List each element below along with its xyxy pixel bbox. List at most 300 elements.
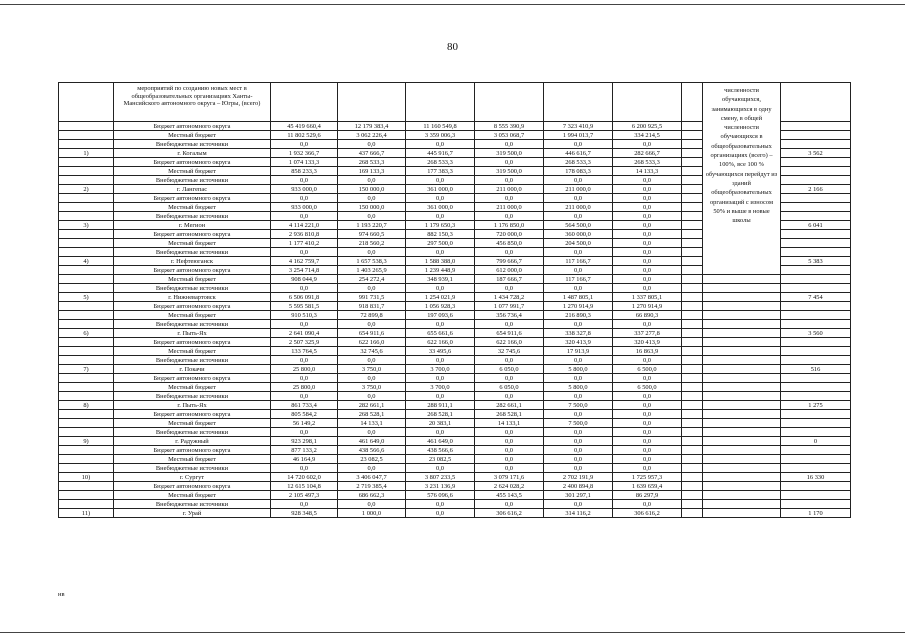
value-cell: 0,0 [406, 140, 475, 149]
value-cell: 16 863,9 [613, 347, 682, 356]
value-cell: 32 745,6 [475, 347, 544, 356]
note-spacer-cell [703, 374, 781, 383]
value-cell: 0,0 [271, 374, 338, 383]
table-row [59, 383, 851, 392]
row-label: г. Когалым [114, 149, 271, 158]
value-cell: 11 160 549,8 [406, 122, 475, 131]
row-label: Местный бюджет [114, 347, 271, 356]
value-cell: 918 831,7 [338, 302, 406, 311]
scan-top-edge [0, 4, 905, 5]
value-cell: 0,0 [613, 464, 682, 473]
value-cell: 0,0 [544, 356, 613, 365]
value-cell: 5 595 581,5 [271, 302, 338, 311]
value-cell: 0,0 [406, 212, 475, 221]
row-number-cell [59, 194, 114, 203]
value-cell: 720 000,0 [475, 230, 544, 239]
spacer-cell [682, 257, 703, 266]
row-number-cell: 9) [59, 437, 114, 446]
row-number-cell [59, 446, 114, 455]
value-cell: 0,0 [338, 500, 406, 509]
value-cell: 858 233,3 [271, 167, 338, 176]
row-label: г. Радужный [114, 437, 271, 446]
note-spacer-cell [703, 329, 781, 338]
table-row [59, 446, 851, 455]
value-cell: 0,0 [271, 176, 338, 185]
value-cell: 0,0 [544, 266, 613, 275]
row-number-cell: 10) [59, 473, 114, 482]
value-cell: 45 419 660,4 [271, 122, 338, 131]
row-label: Внебюджетные источники [114, 356, 271, 365]
row-label: Бюджет автономного округа [114, 230, 271, 239]
value-cell: 0,0 [544, 212, 613, 221]
row-number-cell [59, 320, 114, 329]
value-cell: 0,0 [475, 500, 544, 509]
note-spacer-cell [703, 293, 781, 302]
value-cell: 0,0 [406, 176, 475, 185]
value-cell: 1 000,0 [338, 509, 406, 518]
value-cell: 12 179 383,4 [338, 122, 406, 131]
table-row [59, 464, 851, 473]
value-cell: 1 077 991,7 [475, 302, 544, 311]
value-cell: 361 000,0 [406, 185, 475, 194]
value-cell: 178 083,3 [544, 167, 613, 176]
value-cell: 0,0 [613, 248, 682, 257]
value-cell: 66 890,3 [613, 311, 682, 320]
note-spacer-cell [703, 401, 781, 410]
row-label: г. Сургут [114, 473, 271, 482]
value-cell: 0,0 [613, 374, 682, 383]
spacer-cell [682, 293, 703, 302]
value-cell: 446 616,7 [544, 149, 613, 158]
row-number-cell [59, 392, 114, 401]
row-number-cell [59, 455, 114, 464]
value-cell: 3 750,0 [338, 383, 406, 392]
value-cell: 0,0 [544, 392, 613, 401]
row-label: Бюджет автономного округа [114, 122, 271, 131]
spacer-cell [682, 284, 703, 293]
spacer-cell [682, 230, 703, 239]
table-row [59, 437, 851, 446]
spacer-cell [682, 83, 703, 122]
table-row [59, 284, 851, 293]
value-cell: 218 560,2 [338, 239, 406, 248]
value-cell: 3 062 226,4 [338, 131, 406, 140]
row-number-cell: 8) [59, 401, 114, 410]
value-cell: 0,0 [613, 230, 682, 239]
value-cell: 0,0 [613, 401, 682, 410]
row-number-cell [59, 284, 114, 293]
spacer-cell [682, 500, 703, 509]
row-number-cell [59, 338, 114, 347]
value-cell: 348 939,1 [406, 275, 475, 284]
note-spacer-cell [703, 428, 781, 437]
value-cell: 0,0 [406, 320, 475, 329]
value-cell: 306 616,2 [613, 509, 682, 518]
value-cell: 319 500,0 [475, 167, 544, 176]
value-cell: 1 639 659,4 [613, 482, 682, 491]
note-spacer-cell [703, 302, 781, 311]
spacer-cell [682, 158, 703, 167]
value-cell: 0,0 [544, 437, 613, 446]
note-spacer-cell [703, 446, 781, 455]
value-cell: 0,0 [613, 176, 682, 185]
value-cell: 282 666,7 [613, 149, 682, 158]
spacer-cell [682, 320, 703, 329]
row-label: г. Покачи [114, 365, 271, 374]
value-cell: 654 911,6 [475, 329, 544, 338]
value-cell: 150 000,0 [338, 203, 406, 212]
value-cell: 861 733,4 [271, 401, 338, 410]
footer-mark: нв [58, 591, 65, 598]
row-number-cell [59, 122, 114, 131]
value-cell: 0,0 [613, 212, 682, 221]
value-cell: 2 400 894,8 [544, 482, 613, 491]
note-spacer-cell [703, 338, 781, 347]
value-cell: 0,0 [475, 446, 544, 455]
row-label: Внебюджетные источники [114, 464, 271, 473]
target-cell [781, 338, 851, 347]
value-cell: 211 000,0 [544, 203, 613, 212]
value-cell: 3 700,0 [406, 365, 475, 374]
value-cell: 0,0 [406, 392, 475, 401]
value-cell: 0,0 [271, 392, 338, 401]
spacer-cell [682, 437, 703, 446]
spacer-cell [682, 185, 703, 194]
spacer-cell [682, 365, 703, 374]
row-number-cell [59, 230, 114, 239]
spacer-cell [682, 410, 703, 419]
target-cell [781, 122, 851, 131]
value-cell: 0,0 [613, 140, 682, 149]
value-cell: 0,0 [613, 437, 682, 446]
table-row [59, 500, 851, 509]
row-number-cell [59, 167, 114, 176]
target-cell: 5 383 [781, 257, 851, 266]
value-cell: 4 162 759,7 [271, 257, 338, 266]
value-cell: 1 588 388,0 [406, 257, 475, 266]
row-label: Внебюджетные источники [114, 248, 271, 257]
value-cell: 46 164,9 [271, 455, 338, 464]
value-cell: 0,0 [406, 248, 475, 257]
target-cell [781, 167, 851, 176]
value-cell: 437 666,7 [338, 149, 406, 158]
note-spacer-cell [703, 500, 781, 509]
row-label: Внебюджетные источники [114, 284, 271, 293]
spacer-cell [682, 509, 703, 518]
row-label: Бюджет автономного округа [114, 374, 271, 383]
row-number-cell [59, 347, 114, 356]
value-cell: 0,0 [475, 158, 544, 167]
value-cell: 1 270 914,9 [613, 302, 682, 311]
value-cell: 933 000,0 [271, 203, 338, 212]
value-cell: 622 166,0 [475, 338, 544, 347]
target-cell [781, 275, 851, 284]
spacer-cell [682, 131, 703, 140]
row-number-cell: 4) [59, 257, 114, 266]
target-cell: 3 560 [781, 329, 851, 338]
target-cell [781, 239, 851, 248]
target-cell [781, 320, 851, 329]
value-cell: 0,0 [475, 194, 544, 203]
value-cell: 0,0 [338, 140, 406, 149]
value-cell: 288 911,1 [406, 401, 475, 410]
target-cell [781, 158, 851, 167]
value-cell: 0,0 [544, 446, 613, 455]
program-description: мероприятий по созданию новых мест в общеобразовательных организациях Ханты-Мансийского автономного округа – Югры, (всего) [114, 83, 271, 122]
value-cell: 0,0 [475, 437, 544, 446]
target-cell [781, 302, 851, 311]
value-cell: 23 082,5 [406, 455, 475, 464]
value-cell: 455 143,5 [475, 491, 544, 500]
value-cell: 268 528,1 [338, 410, 406, 419]
row-number-cell [59, 275, 114, 284]
value-cell: 1 403 265,9 [338, 266, 406, 275]
value-cell: 2 624 028,2 [475, 482, 544, 491]
spacer-cell [682, 212, 703, 221]
value-cell: 117 166,7 [544, 275, 613, 284]
row-label: Внебюджетные источники [114, 320, 271, 329]
target-cell [781, 347, 851, 356]
row-number-cell [59, 383, 114, 392]
spacer-cell [682, 311, 703, 320]
value-cell: 0,0 [613, 500, 682, 509]
value-cell: 0,0 [338, 392, 406, 401]
value-cell: 0,0 [613, 185, 682, 194]
value-cell: 197 093,6 [406, 311, 475, 320]
note-spacer-cell [703, 275, 781, 284]
spacer-cell [682, 203, 703, 212]
target-cell [781, 212, 851, 221]
value-cell: 0,0 [613, 455, 682, 464]
row-label: г. Урай [114, 509, 271, 518]
value-cell [613, 83, 682, 122]
value-cell: 0,0 [544, 140, 613, 149]
value-cell: 211 000,0 [475, 185, 544, 194]
value-cell: 0,0 [271, 428, 338, 437]
value-cell: 0,0 [613, 410, 682, 419]
value-cell: 1 179 650,3 [406, 221, 475, 230]
value-cell: 0,0 [475, 374, 544, 383]
row-label: Бюджет автономного округа [114, 338, 271, 347]
row-label: Местный бюджет [114, 419, 271, 428]
value-cell: 0,0 [613, 284, 682, 293]
row-label: Местный бюджет [114, 167, 271, 176]
value-cell: 0,0 [613, 320, 682, 329]
value-cell: 0,0 [613, 392, 682, 401]
value-cell: 1 254 021,9 [406, 293, 475, 302]
budget-table [58, 82, 851, 518]
target-cell [781, 248, 851, 257]
value-cell: 612 000,0 [475, 266, 544, 275]
row-label: Бюджет автономного округа [114, 482, 271, 491]
target-cell: 3 562 [781, 149, 851, 158]
row-number-cell [59, 83, 114, 122]
value-cell: 0,0 [475, 248, 544, 257]
note-spacer-cell [703, 491, 781, 500]
target-cell [781, 284, 851, 293]
spacer-cell [682, 374, 703, 383]
spacer-cell [682, 176, 703, 185]
value-cell: 991 731,5 [338, 293, 406, 302]
value-cell: 877 133,2 [271, 446, 338, 455]
row-number-cell: 2) [59, 185, 114, 194]
value-cell: 6 500,0 [613, 383, 682, 392]
note-spacer-cell [703, 347, 781, 356]
value-cell: 0,0 [475, 455, 544, 464]
target-cell: 6 041 [781, 221, 851, 230]
spacer-cell [682, 122, 703, 131]
value-cell: 0,0 [544, 464, 613, 473]
value-cell: 0,0 [544, 320, 613, 329]
value-cell: 0,0 [271, 320, 338, 329]
value-cell: 268 533,3 [613, 158, 682, 167]
value-cell: 3 406 047,7 [338, 473, 406, 482]
value-cell: 576 096,6 [406, 491, 475, 500]
value-cell: 461 649,0 [338, 437, 406, 446]
spacer-cell [682, 194, 703, 203]
value-cell: 0,0 [475, 212, 544, 221]
spacer-cell [682, 149, 703, 158]
value-cell: 7 500,0 [544, 419, 613, 428]
value-cell: 8 555 390,9 [475, 122, 544, 131]
target-cell: 516 [781, 365, 851, 374]
table-row [59, 482, 851, 491]
value-cell: 0,0 [475, 356, 544, 365]
value-cell: 0,0 [338, 176, 406, 185]
spacer-cell [682, 401, 703, 410]
spacer-cell [682, 464, 703, 473]
spacer-cell [682, 347, 703, 356]
value-cell: 3 359 006,3 [406, 131, 475, 140]
target-cell [781, 203, 851, 212]
table-row [59, 455, 851, 464]
row-number-cell [59, 428, 114, 437]
value-cell: 1 177 410,2 [271, 239, 338, 248]
target-cell [781, 131, 851, 140]
value-cell: 456 850,0 [475, 239, 544, 248]
note-spacer-cell [703, 320, 781, 329]
note-spacer-cell [703, 311, 781, 320]
row-number-cell: 11) [59, 509, 114, 518]
value-cell: 0,0 [613, 194, 682, 203]
value-cell: 0,0 [544, 374, 613, 383]
value-cell: 3 750,0 [338, 365, 406, 374]
value-cell: 655 661,6 [406, 329, 475, 338]
value-cell: 1 932 366,7 [271, 149, 338, 158]
row-label: Местный бюджет [114, 311, 271, 320]
value-cell: 0,0 [613, 239, 682, 248]
value-cell: 910 510,3 [271, 311, 338, 320]
value-cell: 0,0 [475, 320, 544, 329]
value-cell: 3 231 136,9 [406, 482, 475, 491]
value-cell: 14 720 602,0 [271, 473, 338, 482]
value-cell: 2 719 385,4 [338, 482, 406, 491]
row-number-cell [59, 464, 114, 473]
value-cell: 1 270 914,9 [544, 302, 613, 311]
spacer-cell [682, 302, 703, 311]
row-label: г. Пыть-Ях [114, 329, 271, 338]
value-cell: 12 615 104,8 [271, 482, 338, 491]
value-cell: 0,0 [544, 284, 613, 293]
value-cell: 3 079 171,6 [475, 473, 544, 482]
value-cell: 0,0 [338, 248, 406, 257]
value-cell: 0,0 [475, 428, 544, 437]
value-cell: 0,0 [271, 140, 338, 149]
value-cell: 306 616,2 [475, 509, 544, 518]
value-cell: 0,0 [475, 392, 544, 401]
value-cell: 117 166,7 [544, 257, 613, 266]
table-row [59, 356, 851, 365]
row-label: Внебюджетные источники [114, 428, 271, 437]
value-cell: 268 528,1 [475, 410, 544, 419]
value-cell: 72 899,8 [338, 311, 406, 320]
row-number-cell [59, 410, 114, 419]
value-cell [271, 83, 338, 122]
value-cell: 361 000,0 [406, 203, 475, 212]
target-cell [781, 266, 851, 275]
value-cell: 6 200 925,5 [613, 122, 682, 131]
table-row [59, 491, 851, 500]
value-cell: 1 074 133,3 [271, 158, 338, 167]
spacer-cell [682, 473, 703, 482]
value-cell: 25 800,0 [271, 383, 338, 392]
value-cell: 0,0 [338, 374, 406, 383]
note-spacer-cell [703, 455, 781, 464]
table-row [59, 320, 851, 329]
row-label: г. Нижневартовск [114, 293, 271, 302]
value-cell: 14 133,1 [475, 419, 544, 428]
target-cell [781, 383, 851, 392]
value-cell: 2 105 497,3 [271, 491, 338, 500]
spacer-cell [682, 338, 703, 347]
target-cell [781, 230, 851, 239]
target-cell [781, 374, 851, 383]
value-cell: 0,0 [271, 356, 338, 365]
spacer-cell [682, 455, 703, 464]
row-label: Бюджет автономного округа [114, 446, 271, 455]
value-cell: 0,0 [406, 356, 475, 365]
note-spacer-cell [703, 482, 781, 491]
value-cell: 0,0 [406, 500, 475, 509]
value-cell: 686 662,3 [338, 491, 406, 500]
value-cell: 0,0 [475, 284, 544, 293]
value-cell: 923 298,1 [271, 437, 338, 446]
row-number-cell [59, 176, 114, 185]
value-cell: 360 000,0 [544, 230, 613, 239]
value-cell: 268 533,3 [406, 158, 475, 167]
value-cell: 0,0 [338, 464, 406, 473]
value-cell: 0,0 [544, 410, 613, 419]
row-number-cell [59, 482, 114, 491]
target-cell [781, 176, 851, 185]
value-cell: 0,0 [613, 275, 682, 284]
row-label: Местный бюджет [114, 383, 271, 392]
target-cell [781, 491, 851, 500]
spacer-cell [682, 266, 703, 275]
value-cell: 150 000,0 [338, 185, 406, 194]
row-number-cell: 1) [59, 149, 114, 158]
target-cell [781, 356, 851, 365]
value-cell: 622 166,0 [338, 338, 406, 347]
spacer-cell [682, 221, 703, 230]
note-spacer-cell [703, 473, 781, 482]
row-label: Бюджет автономного округа [114, 266, 271, 275]
value-cell: 0,0 [338, 428, 406, 437]
page-number: 80 [447, 41, 458, 53]
note-spacer-cell [703, 410, 781, 419]
spacer-cell [682, 383, 703, 392]
value-cell: 0,0 [406, 464, 475, 473]
